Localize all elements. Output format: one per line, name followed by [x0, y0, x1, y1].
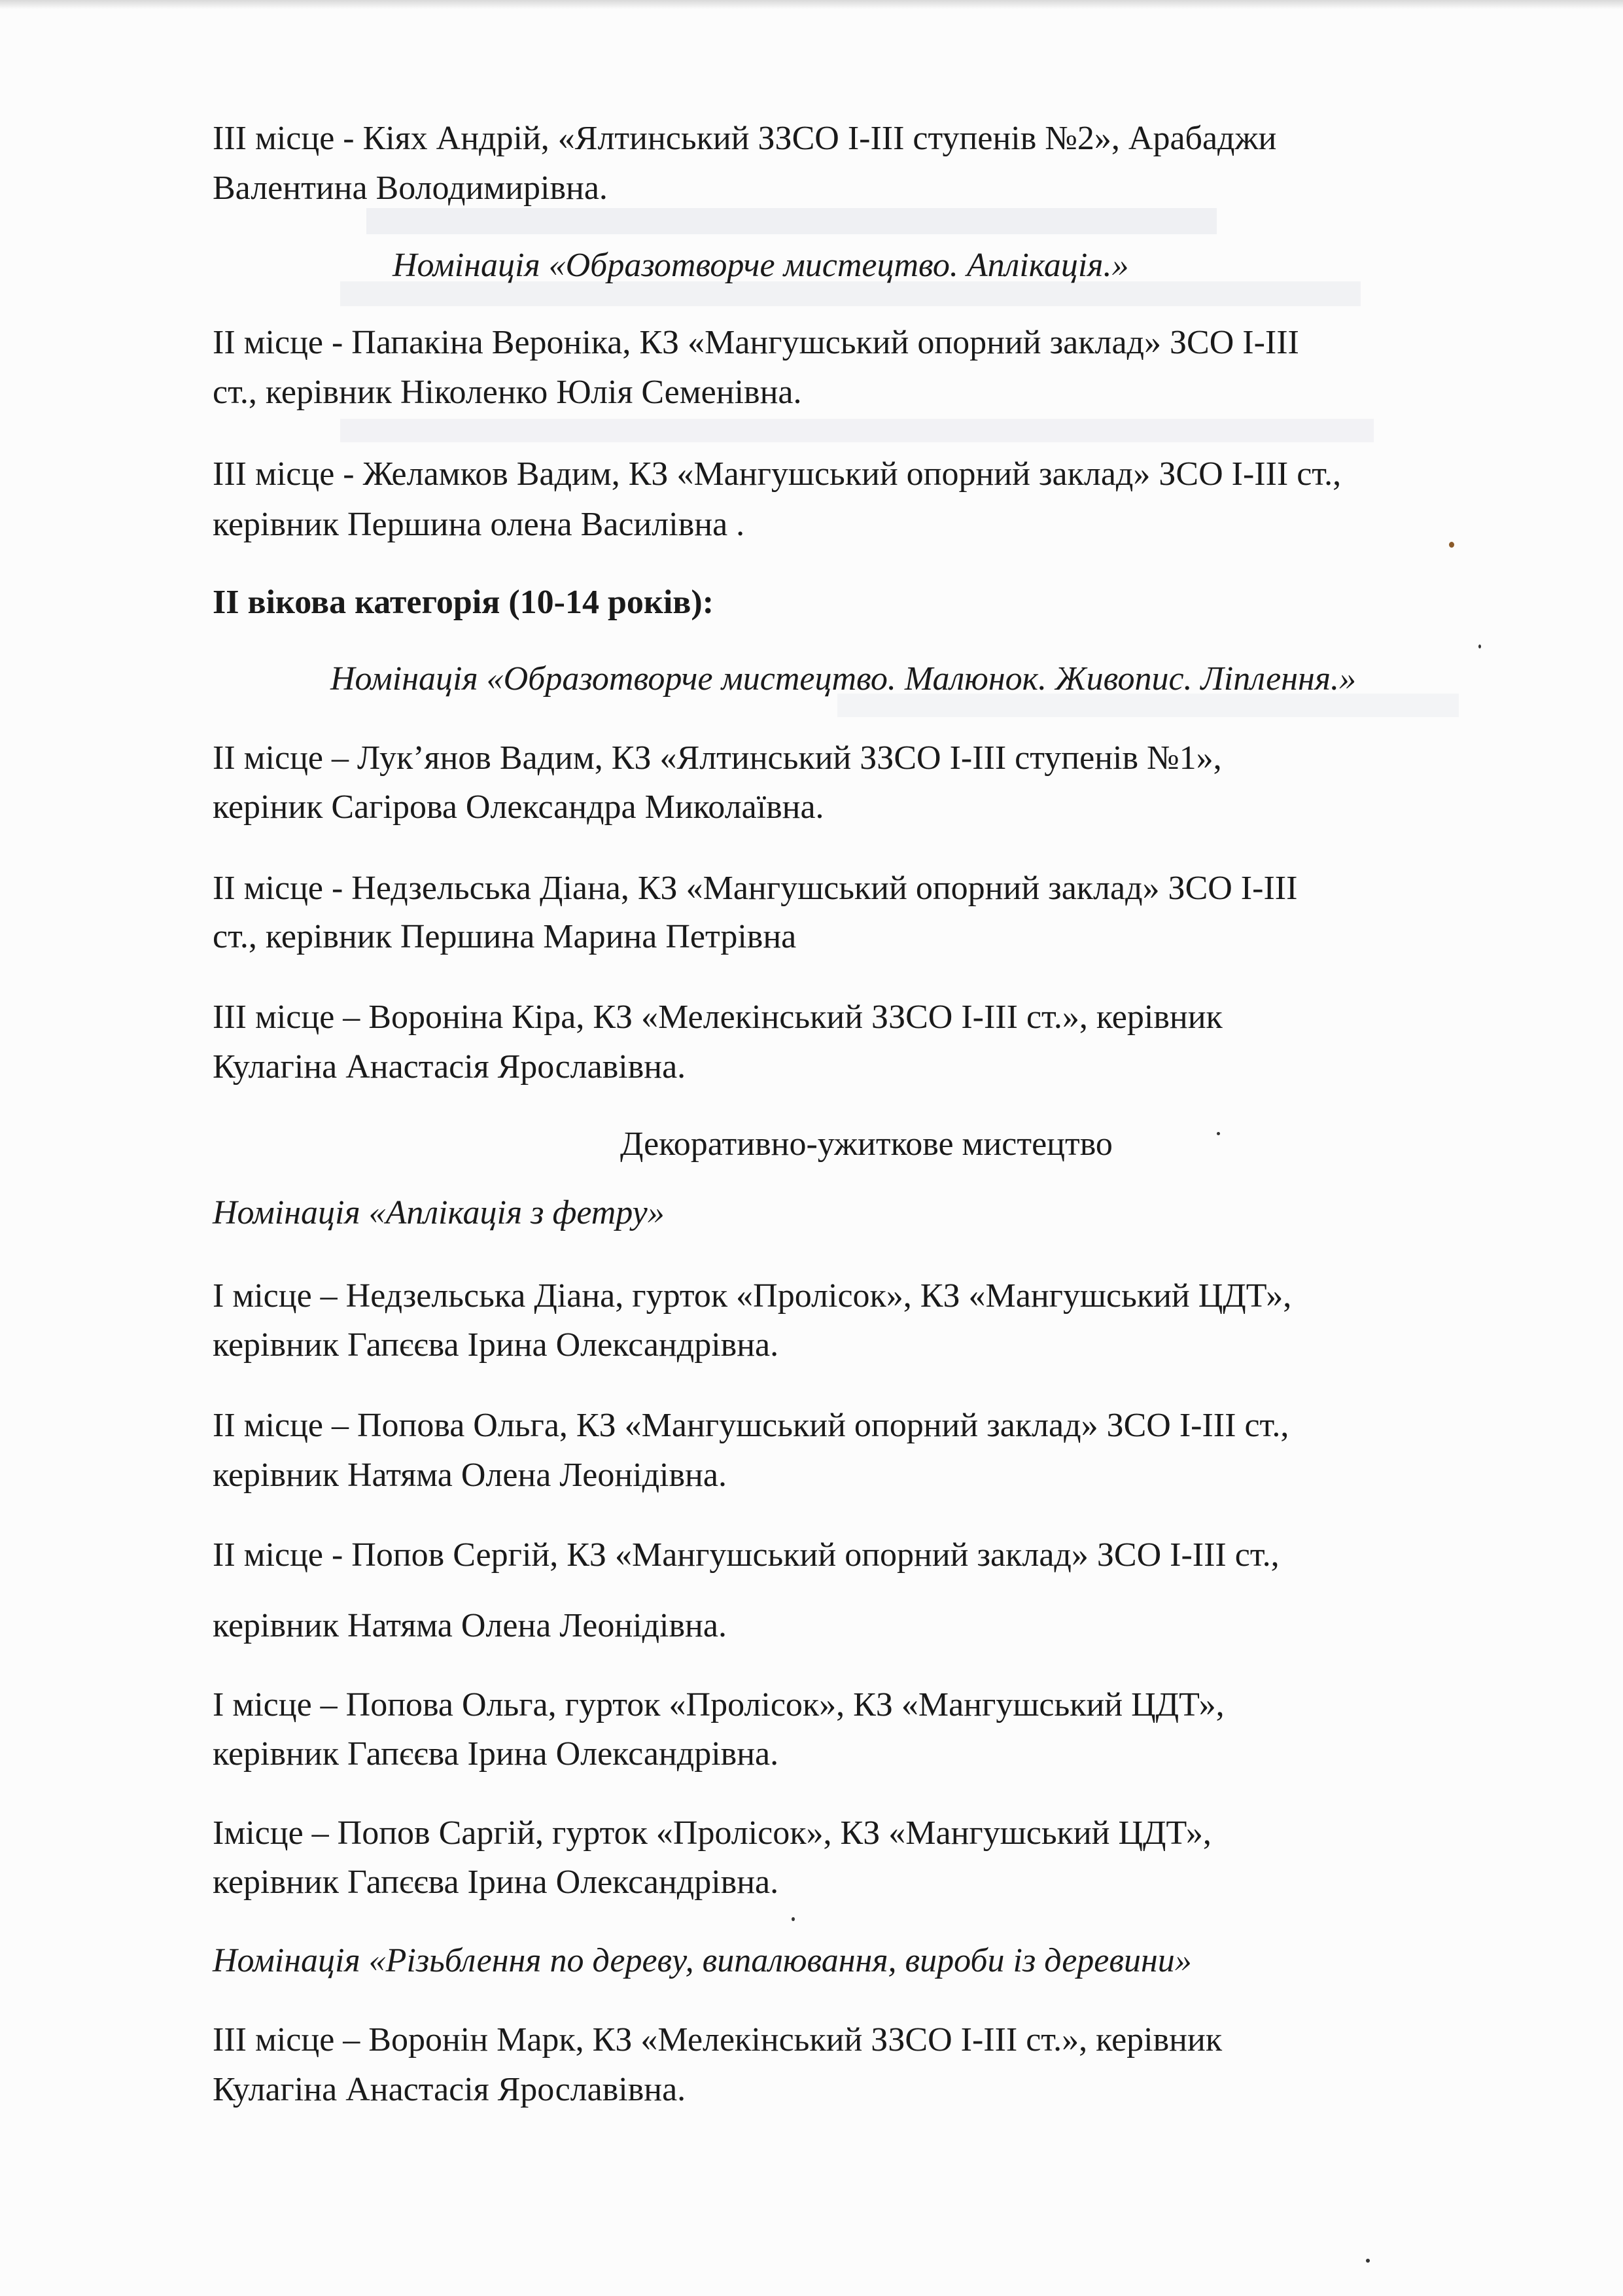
text-line: ІІ місце - Недзельська Діана, КЗ «Мангушський опорний заклад» ЗСО І-ІІІ [213, 870, 1298, 907]
nomination-heading: Номінація «Аплікація з фетру» [213, 1194, 665, 1231]
scan-speck [1217, 1132, 1220, 1135]
scan-speck [1366, 2259, 1370, 2263]
text-line: ІІ місце - Попов Сергій, КЗ «Мангушський опорний заклад» ЗСО І-ІІІ ст., [213, 1536, 1280, 1574]
nomination-heading: Номінація «Образотворче мистецтво. Малюнок. Живопис. Ліплення.» [330, 660, 1357, 698]
text-line: ІІІ місце – Воронін Марк, КЗ «Мелекінський ЗЗСО І-ІІІ ст.», керівник [213, 2021, 1223, 2058]
text-line: керівник Натяма Олена Леонідівна. [213, 1457, 727, 1494]
text-line: ІІІ місце - Кіях Андрій, «Ялтинський ЗЗСО І-ІІІ ступенів №2», Арабаджи [213, 120, 1277, 157]
text-line: керівник Натяма Олена Леонідівна. [213, 1607, 727, 1644]
text-line: ст., керівник Ніколенко Юлія Семенівна. [213, 374, 802, 411]
scan-speck [1478, 645, 1481, 648]
text-line: Кулагіна Анастасія Ярославівна. [213, 2071, 686, 2108]
text-line: ІІ місце – Попова Ольга, КЗ «Мангушський опорний заклад» ЗСО І-ІІІ ст., [213, 1407, 1289, 1444]
text-line: керівник Гапєєва Ірина Олександрівна. [213, 1326, 779, 1364]
text-line: ІІ місце – Лук’янов Вадим, КЗ «Ялтинський ЗЗСО І-ІІІ ступенів №1», [213, 739, 1222, 777]
text-line: керівник Гапєєва Ірина Олександрівна. [213, 1863, 779, 1901]
scan-speck [792, 1917, 795, 1921]
text-line: керіник Сагірова Олександра Миколаївна. [213, 788, 824, 826]
text-line: ІІІ місце - Желамков Вадим, КЗ «Мангушський опорний заклад» ЗСО І-ІІІ ст., [213, 455, 1342, 493]
section-heading: Декоративно-ужиткове мистецтво [620, 1125, 1113, 1163]
nomination-heading: Номінація «Образотворче мистецтво. Аплікація.» [393, 247, 1129, 284]
bleed-through-mark [340, 419, 1374, 442]
text-line: Кулагіна Анастасія Ярославівна. [213, 1048, 686, 1086]
scan-speck [1449, 542, 1454, 548]
scan-top-edge [0, 0, 1623, 9]
text-line: ст., керівник Першина Марина Петрівна [213, 918, 797, 955]
text-line: керівник Гапєєва Ірина Олександрівна. [213, 1735, 779, 1773]
text-line: ІІ місце - Папакіна Вероніка, КЗ «Мангушський опорний заклад» ЗСО І-ІІІ [213, 324, 1299, 361]
text-line: керівник Першина олена Василівна . [213, 506, 745, 543]
text-line: І місце – Недзельська Діана, гурток «Пролісок», КЗ «Мангушський ЦДТ», [213, 1277, 1292, 1315]
text-line: ІІІ місце – Вороніна Кіра, КЗ «Мелекінський ЗЗСО І-ІІІ ст.», керівник [213, 998, 1223, 1036]
age-category-heading: ІІ вікова категорія (10-14 років): [213, 584, 714, 621]
text-line: І місце – Попова Ольга, гурток «Пролісок», КЗ «Мангушський ЦДТ», [213, 1686, 1225, 1723]
nomination-heading: Номінація «Різьблення по дереву, випалювання, вироби із деревини» [213, 1942, 1192, 1979]
text-line: Імісце – Попов Саргій, гурток «Пролісок», КЗ «Мангушський ЦДТ», [213, 1814, 1212, 1852]
bleed-through-mark [366, 208, 1217, 234]
text-line: Валентина Володимирівна. [213, 169, 608, 207]
